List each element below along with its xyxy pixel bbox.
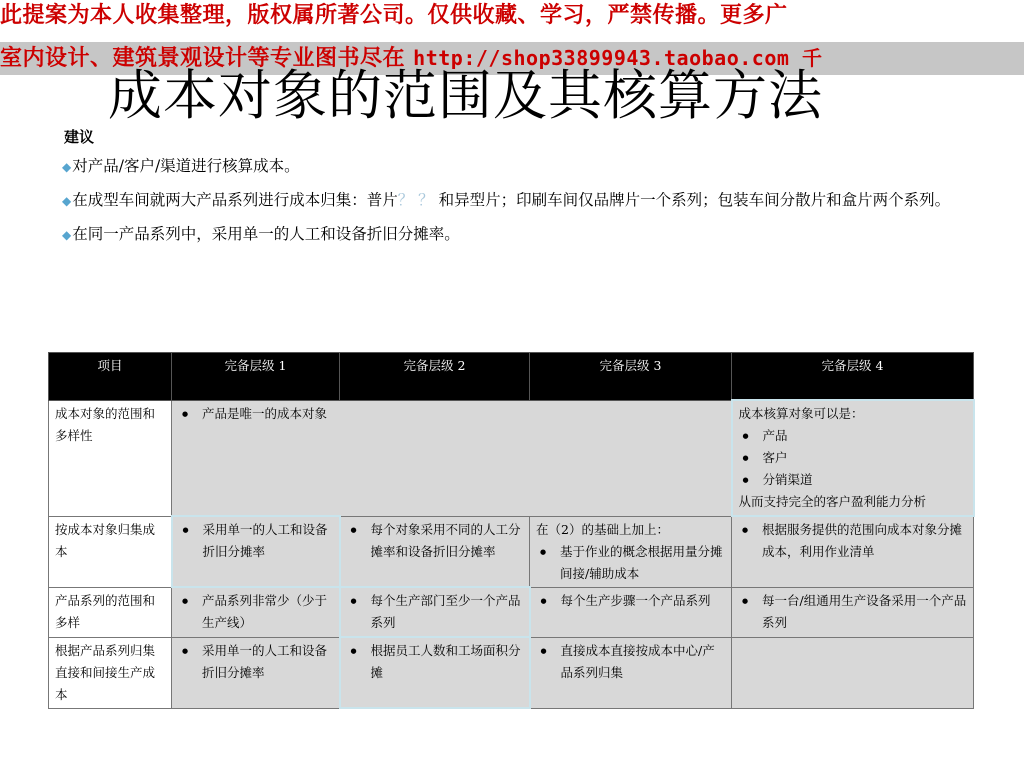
- cell-bullet: ● 基于作业的概念根据用量分摊间接/辅助成本: [560, 541, 726, 585]
- cell-bullet: ● 根据服务提供的范围向成本对象分摊成本，利用作业清单: [762, 519, 968, 563]
- diamond-bullet-icon: ◆: [62, 194, 72, 208]
- cell-intro: 成本核算对象可以是：: [738, 406, 864, 421]
- header-level-4: 完备层级 4: [732, 353, 974, 401]
- cell-bullet: ● 采用单一的人工和设备折旧分摊率: [202, 640, 334, 684]
- cell-outro: 从而支持完全的客户盈利能力分析: [738, 494, 927, 509]
- suggestion-text: 对产品/客户/渠道进行核算成本。: [72, 157, 300, 175]
- question-marks: ？ ？: [397, 191, 434, 209]
- table-row: [49, 516, 974, 587]
- cell-bullet: ● 产品是唯一的成本对象: [202, 403, 726, 425]
- row-head: 根据产品系列归集直接和间接生产成本: [49, 637, 172, 708]
- suggestion-item: [62, 222, 952, 247]
- copyright-banner: [0, 0, 1024, 32]
- cell-bullet: ● 每一台/组通用生产设备采用一个产品系列: [762, 590, 968, 634]
- diamond-bullet-icon: ◆: [62, 228, 72, 242]
- row-head: 按成本对象归集成本: [49, 516, 172, 587]
- diamond-bullet-icon: ◆: [62, 160, 72, 174]
- level-4-cell: [732, 400, 974, 516]
- suggestion-heading: 建议: [64, 128, 95, 146]
- cell-bullet: ● 采用单一的人工和设备折旧分摊率: [203, 519, 334, 563]
- cell-bullet: ● 直接成本直接按成本中心/产品系列归集: [561, 640, 727, 684]
- cost-object-table: [48, 352, 975, 709]
- cell-bullet: ● 分销渠道: [763, 469, 968, 491]
- cell-bullet: ● 每个生产部门至少一个产品系列: [371, 590, 524, 634]
- copyright-text: 此提案为本人收集整理，版权属所著公司。仅供收藏、学习，严禁传播。更多广: [0, 3, 788, 28]
- level-3-cell: [530, 587, 732, 637]
- level-4-cell: [732, 516, 974, 587]
- suggestion-item: [62, 154, 952, 179]
- cell-bullet: ● 客户: [763, 447, 968, 469]
- header-item: 项目: [49, 353, 172, 401]
- suggestion-text: 在成型车间就两大产品系列进行成本归集：普片: [72, 191, 398, 209]
- level-3-cell: [530, 637, 732, 708]
- cell-bullet: ● 每个对象采用不同的人工分摊率和设备折旧分摊率: [371, 519, 525, 563]
- level-1-cell: [172, 587, 340, 637]
- level-2-cell: [340, 637, 530, 708]
- cell-bullet: ● 产品系列非常少（少于生产线）: [202, 590, 334, 634]
- level-2-cell: [340, 587, 530, 637]
- header-level-3: 完备层级 3: [530, 353, 732, 401]
- level-3-cell: [530, 516, 732, 587]
- table-row: [49, 587, 974, 637]
- row-head: 成本对象的范围和多样性: [49, 400, 172, 516]
- header-level-1: 完备层级 1: [172, 353, 340, 401]
- level-1-cell: [172, 637, 340, 708]
- suggestion-text: 在同一产品系列中，采用单一的人工和设备折旧分摊率。: [72, 225, 460, 243]
- table-row: [49, 637, 974, 708]
- header-level-2: 完备层级 2: [340, 353, 530, 401]
- row-head: 产品系列的范围和多样: [49, 587, 172, 637]
- table-row: [49, 400, 974, 516]
- suggestion-item: [62, 188, 952, 213]
- cell-intro: 在（2）的基础上加上：: [536, 521, 669, 537]
- suggestion-text-cont: 和异型片；印刷车间仅品牌片一个系列；包装车间分散片和盒片两个系列。: [433, 191, 951, 209]
- page-title: 成本对象的范围及其核算方法: [108, 64, 823, 127]
- level-2-cell: [340, 516, 530, 587]
- level-4-cell: [732, 637, 974, 708]
- cell-bullet: ● 根据员工人数和工场面积分摊: [371, 640, 524, 684]
- cell-bullet: ● 每个生产步骤一个产品系列: [561, 590, 727, 612]
- suggestion-list: [62, 154, 952, 256]
- cell-bullet: ● 产品: [763, 425, 968, 447]
- level-1-cell: [172, 516, 340, 587]
- table-header-row: [49, 353, 974, 401]
- shop-banner-text: 室内设计、建筑景观设计等专业图书尽在: [0, 46, 414, 71]
- shop-url-link[interactable]: http://shop33899943.taobao.com 千: [413, 46, 823, 70]
- levels-1-3-cell: [172, 400, 732, 516]
- level-4-cell: [732, 587, 974, 637]
